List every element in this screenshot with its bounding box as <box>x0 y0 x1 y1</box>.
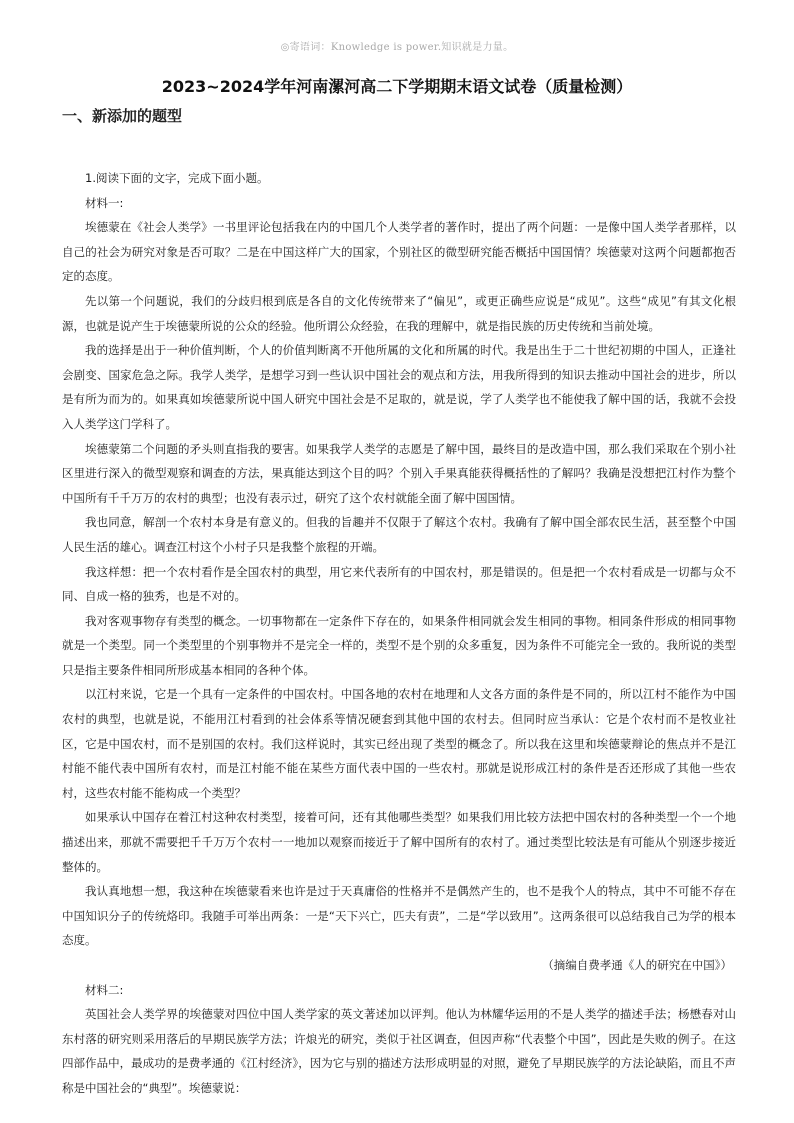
section-heading: 一、新添加的题型 <box>62 107 183 125</box>
paragraph: 埃德蒙第二个问题的矛头则直指我的要害。如果我学人类学的志愿是了解中国，最终目的是改造中国，那么我们采取在个别小社区里进行深入的微型观察和调查的方法，果真能达到这个目的吗？个别入手果真能获得概括性的了解吗？我确是没想把江村作为整个中国所有千千万万的农村的典型；也没有表示过，研究了这个农村就能全面了解中国国情。 <box>62 441 736 505</box>
question-prompt: 1.阅读下面的文字，完成下面小题。 <box>85 171 269 185</box>
paragraph: 我对客观事物存有类型的概念。一切事物都在一定条件下存在的，如果条件相同就会发生相同的事物。相同条件形成的相同事物就是一个类型。同一个类型里的个别事物并不是完全一样的，类型不是个别的众多重复，因为条件不可能完全一致的。我所说的类型只是指主要条件相同所形成基本相同的各种个体。 <box>62 613 736 677</box>
paragraph: 我的选择是出于一种价值判断，个人的价值判断离不开他所属的文化和所属的时代。我是出生于二十世纪初期的中国人，正逢社会剧变、国家危急之际。我学人类学，是想学习到一些认识中国社会的观点和方法，用我所得到的知识去推动中国社会的进步，所以是有所为而为的。如果真如埃德蒙所说中国人研究中国社会是不足取的，就是说，学了人类学也不能使我了解中国的话，我就不会投入人类学这门学科了。 <box>62 343 736 431</box>
paragraph: 我也同意，解剖一个农村本身是有意义的。但我的旨趣并不仅限于了解这个农村。我确有了解中国全部农民生活，甚至整个中国人民生活的雄心。调查江村这个小村子只是我整个旅程的开端。 <box>62 515 736 554</box>
document-body <box>62 166 736 1101</box>
paragraph: 埃德蒙在《社会人类学》一书里评论包括我在内的中国几个人类学者的著作时，提出了两个问题：一是像中国人类学者那样，以自己的社会为研究对象是否可取？二是在中国这样广大的国家，个别社区的微型研究能否概括中国国情？埃德蒙对这两个问题都抱否定的态度。 <box>62 220 736 284</box>
page-title: 2023~2024学年河南漯河高二下学期期末语文试卷（质量检测） <box>161 77 633 96</box>
paragraph: 以江村来说，它是一个具有一定条件的中国农村。中国各地的农村在地理和人文各方面的条件是不同的，所以江村不能作为中国农村的典型，也就是说，不能用江村看到的社会体系等情况硬套到其他中国的农村去。但同时应当承认：它是个农村而不是牧业社区，它是中国农村，而不是别国的农村。我们这样说时，其实已经出现了类型的概念了。所以我在这里和埃德蒙辩论的焦点并不是江村能不能代表中国所有农村，而是江村能不能在某些方面代表中国的一些农村。那就是说形成江村的条件是否还形成了其他一些农村，这些农村能不能构成一个类型？ <box>62 687 736 800</box>
material-label: 材料一: <box>85 195 124 210</box>
paragraph: 我认真地想一想，我这种在埃德蒙看来也许是过于天真庸俗的性格并不是偶然产生的，也不是我个人的特点，其中不可能不存在中国知识分子的传统烙印。我随手可举出两条：一是“天下兴亡，匹夫有责”，二是“学以致用”。这两条很可以总结我自己为学的根本态度。 <box>62 884 736 948</box>
paragraph: 我这样想：把一个农村看作是全国农村的典型，用它来代表所有的中国农村，那是错误的。但是把一个农村看成是一切都与众不同、自成一格的独秀，也是不对的。 <box>62 564 736 604</box>
header-motto: ◎寄语词：Knowledge is power.知识就是力量。 <box>280 42 514 53</box>
material-label: 材料二: <box>85 982 124 997</box>
paragraph: 先以第一个问题说，我们的分歧归根到底是各自的文化传统带来了“偏见”，或更正确些应说是“成见”。这些“成见”有其文化根源，也就是说产生于埃德蒙所说的公众的经验。他所谓公众经验，在我的理解中，就是指民族的历史传统和当前处境。 <box>62 293 736 333</box>
paragraph: 英国社会人类学界的埃德蒙对四位中国人类学家的英文著述加以评判。他认为林耀华运用的不是人类学的描述手法；杨懋春对山东村落的研究则采用落后的早期民族学方法；许烺光的研究，类似于社区调查，但因声称“代表整个中国”，因此是失败的例子。在这四部作品中，最成功的是费孝通的《江村经济》，因为它与别的描述方法形成明显的对照，避免了早期民族学的方法论缺陷，而且不声称是中国社会的“典型”。埃德蒙说： <box>62 1007 736 1095</box>
paragraph: 如果承认中国存在着江村这种农村类型，接着可问，还有其他哪些类型？如果我们用比较方法把中国农村的各种类型一个一个地描述出来，那就不需要把千千万万个农村一一地加以观察而接近于了解中国所有的农村了。通过类型比较法是有可能从个别逐步接近整体的。 <box>62 810 736 874</box>
source-citation: （摘编自费孝通《人的研究在中国》） <box>542 958 732 972</box>
